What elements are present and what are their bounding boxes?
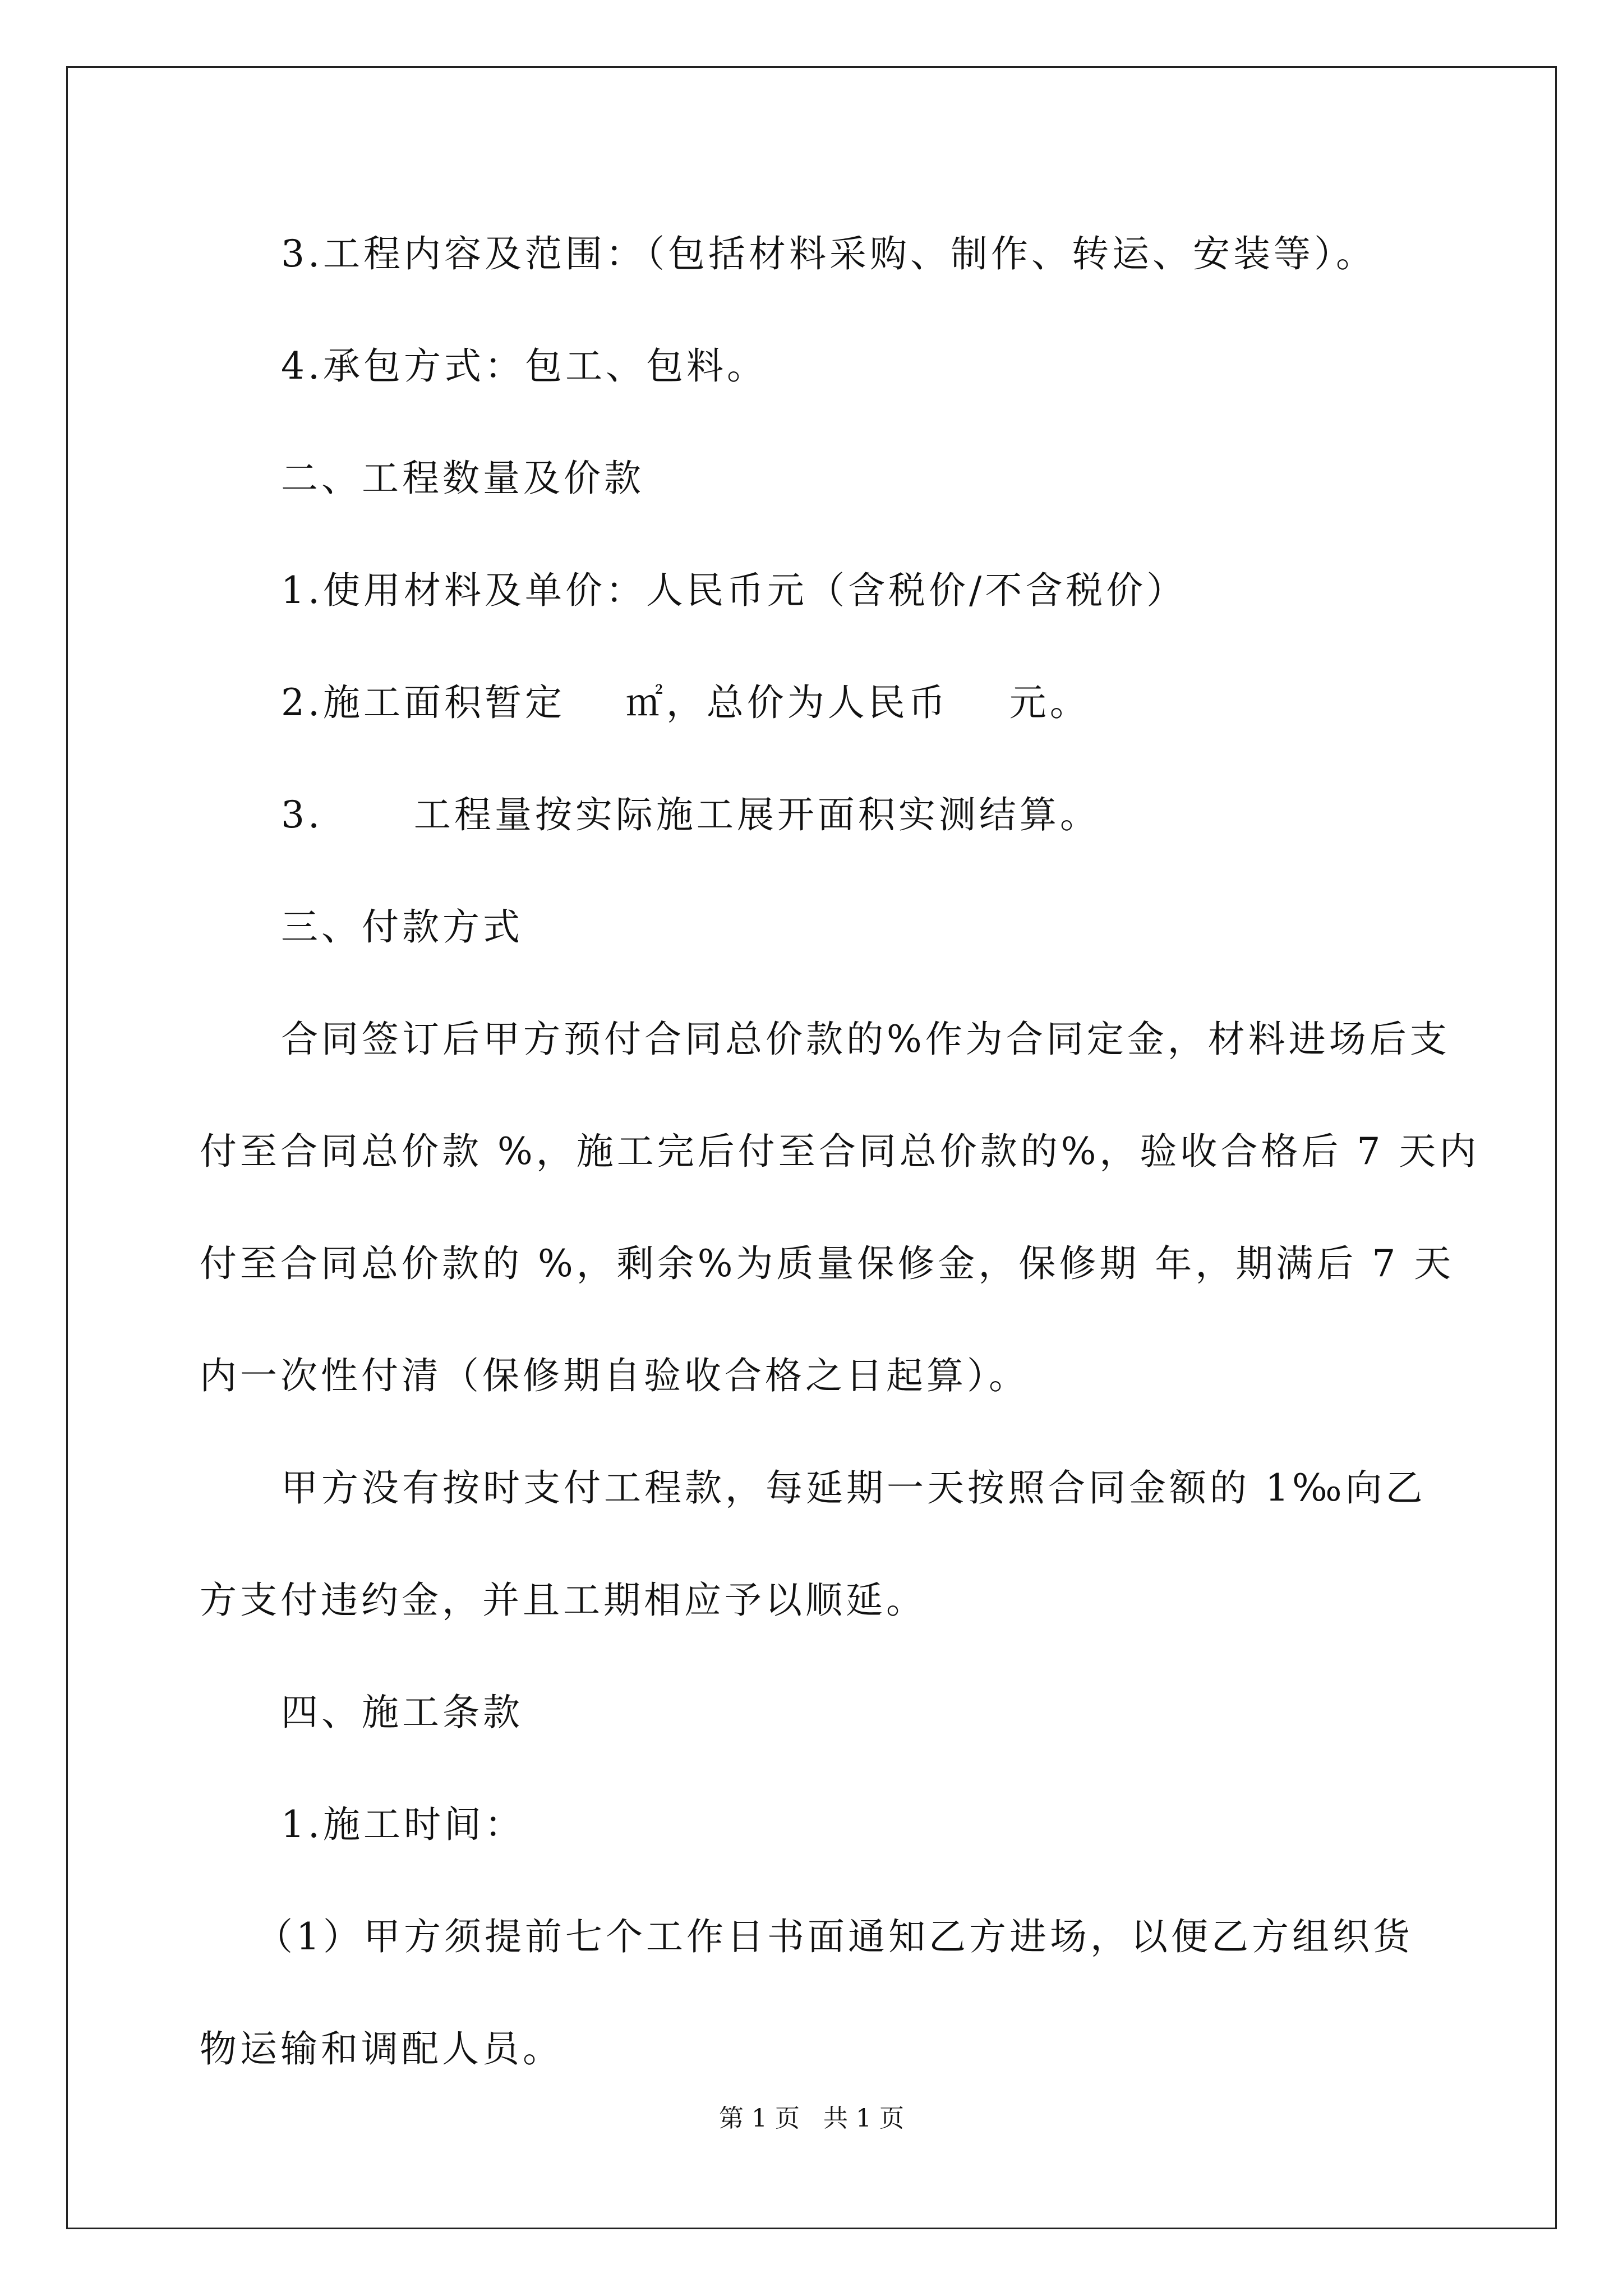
paragraph-scope: 3.工程内容及范围：（包括材料采购、制作、转运、安装等）。 <box>281 232 1376 275</box>
paragraph-quantity-settlement: 3. 工程量按实际施工展开面积实测结算。 <box>281 793 1100 836</box>
page-footer: 第 1 页 共 1 页 <box>719 2104 904 2133</box>
paragraph-payment-line-1: 合同签订后甲方预付合同总价款的%作为合同定金，材料进场后支 <box>281 1018 1450 1061</box>
paragraph-payment-line-2: 付至合同总价款 %，施工完后付至合同总价款的%，验收合格后 7 天内 <box>200 1130 1480 1173</box>
section-heading-quantity-price: 二、工程数量及价款 <box>281 457 644 500</box>
paragraph-construction-time: 1.施工时间： <box>281 1803 525 1846</box>
paragraph-penalty-line-1: 甲方没有按时支付工程款，每延期一天按照合同金额的 1‰向乙 <box>281 1466 1426 1510</box>
paragraph-notice-line-1: （1）甲方须提前七个工作日书面通知乙方进场，以便乙方组织货 <box>256 1915 1413 1958</box>
section-heading-payment: 三、付款方式 <box>281 905 523 949</box>
paragraph-notice-line-2: 物运输和调配人员。 <box>200 2027 563 2070</box>
paragraph-construction-area: 2.施工面积暂定 ㎡，总价为人民币 元。 <box>281 681 1090 724</box>
paragraph-contract-mode: 4.承包方式：包工、包料。 <box>281 344 767 388</box>
paragraph-penalty-line-2: 方支付违约金，并且工期相应予以顺延。 <box>200 1579 926 1622</box>
section-heading-construction-terms: 四、施工条款 <box>281 1691 523 1734</box>
paragraph-materials-price: 1.使用材料及单价：人民币元（含税价/不含税价） <box>281 569 1187 612</box>
paragraph-payment-line-3: 付至合同总价款的 %，剩余%为质量保修金，保修期 年，期满后 7 天 <box>200 1242 1455 1285</box>
paragraph-payment-line-4: 内一次性付清（保修期自验收合格之日起算）。 <box>200 1354 1029 1397</box>
